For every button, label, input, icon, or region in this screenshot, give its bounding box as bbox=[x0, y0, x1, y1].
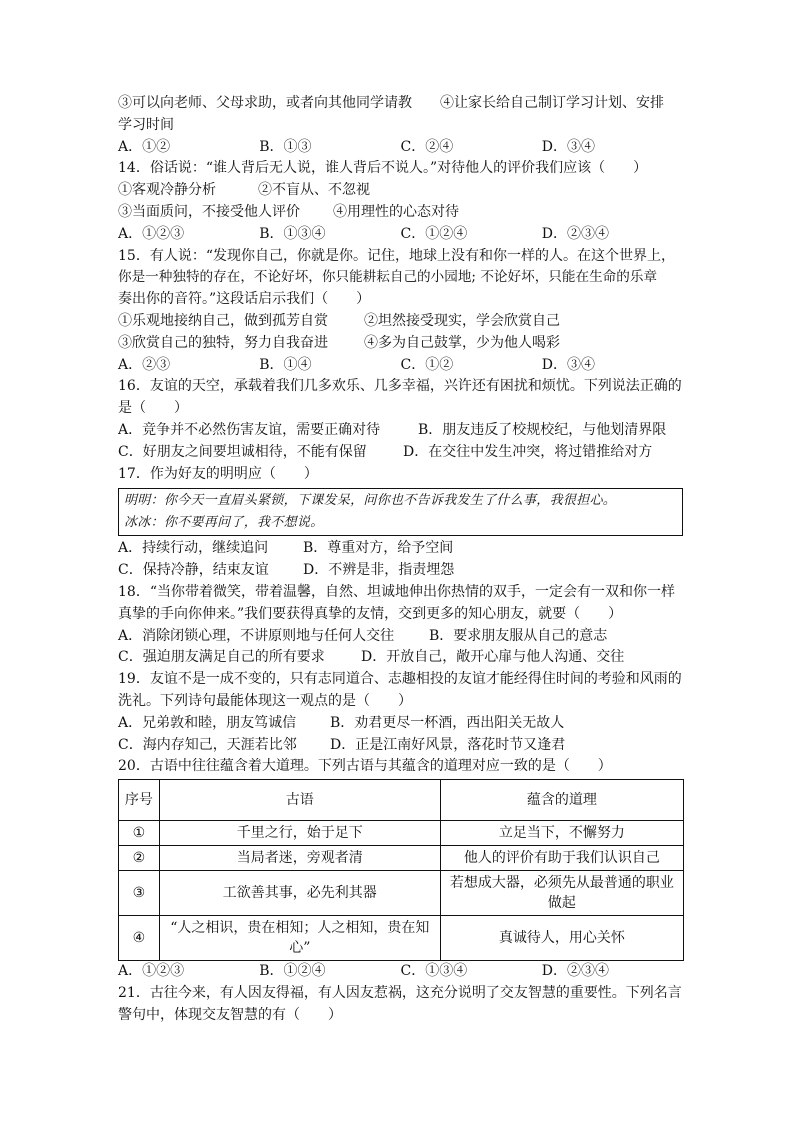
q17-choice-d: D．不辨是非，指责埋怨 bbox=[303, 562, 455, 579]
q19-choice-c: C．海内存知己，天涯若比邻 bbox=[118, 736, 297, 753]
q15-options-row1 bbox=[118, 311, 683, 333]
q17-stem: 17．作为好友的明明应（ ） bbox=[118, 465, 318, 482]
q16-choices-row1 bbox=[118, 420, 683, 442]
q19-choices-row1 bbox=[118, 713, 683, 735]
header-index: 序号 bbox=[119, 780, 160, 821]
q16-choice-a: A．竞争并不必然伤害友谊，需要正确对待 bbox=[118, 421, 381, 438]
q16-choice-d: D．在交往中发生冲突，将过错推给对方 bbox=[403, 443, 653, 460]
q19-choices-row2 bbox=[118, 735, 683, 757]
q14-options-row2 bbox=[118, 202, 683, 224]
table-row bbox=[119, 846, 684, 871]
q15-choice-d: D．③④ bbox=[541, 356, 595, 373]
table-row bbox=[119, 871, 684, 916]
row4-index: ④ bbox=[119, 916, 160, 961]
q18-choice-d: D．开放自己，敞开心扉与他人沟通、交往 bbox=[361, 649, 625, 666]
row3-meaning: 若想成大器，必须先从最普通的职业做起 bbox=[440, 871, 683, 916]
q14-option-3: ③当面质问，不接受他人评价 bbox=[118, 203, 300, 220]
q15-choice-a: A．②③ bbox=[118, 356, 171, 373]
header-saying: 古语 bbox=[159, 780, 440, 821]
q18-choice-a: A．消除闭锁心理，不讲原则地与任何人交往 bbox=[118, 627, 395, 644]
q18-stem-line1: 18．“当你带着微笑，带着温馨，自然、坦诚地伸出你热情的双手，一定会有一双和你一样 bbox=[118, 583, 675, 600]
q20-table bbox=[118, 779, 684, 961]
q13-choice-d: D．③④ bbox=[541, 138, 595, 155]
q17-dialog-line2: 冰冰：你不要再问了，我不想说。 bbox=[124, 515, 324, 531]
q14-choice-c: C．①②④ bbox=[400, 225, 468, 242]
q18-choice-b: B．要求朋友服从自己的意志 bbox=[429, 627, 608, 644]
table-row bbox=[119, 916, 684, 961]
q19-choice-a: A．兄弟敦和睦，朋友笃诚信 bbox=[118, 714, 297, 731]
q19-choice-b: B．劝君更尽一杯酒，西出阳关无故人 bbox=[330, 714, 565, 731]
q14-option-4: ④用理性的心态对待 bbox=[333, 203, 459, 220]
q15-choice-c: C．①② bbox=[400, 356, 454, 373]
q15-options-row2 bbox=[118, 333, 683, 355]
q14-option-1: ①客观冷静分析 bbox=[118, 182, 216, 199]
q17-choices-row1 bbox=[118, 538, 683, 560]
q16-stem-line2: 是（ ） bbox=[118, 400, 188, 417]
row3-index: ③ bbox=[119, 871, 160, 916]
q16-choice-b: B．朋友违反了校规校纪，与他划清界限 bbox=[418, 421, 667, 438]
q19-stem-line2: 洗礼。下列诗句最能体现这一观点的是（ ） bbox=[118, 692, 412, 709]
q17-choice-c: C．保持冷静，结束友谊 bbox=[118, 562, 269, 579]
q15-stem-line1: 15．有人说：“发现你自己，你就是你。记住，地球上没有和你一样的人。在这个世界上， bbox=[118, 247, 675, 264]
q13-choices bbox=[118, 137, 683, 159]
q17-dialog-box bbox=[118, 488, 683, 536]
q14-choice-d: D．②③④ bbox=[541, 225, 609, 242]
q20-choice-b: B．①②④ bbox=[259, 963, 326, 980]
q20-choice-a: A．①②③ bbox=[118, 963, 185, 980]
q21-stem-line2: 警句中，体现交友智慧的有（ ） bbox=[118, 1006, 342, 1023]
row1-index: ① bbox=[119, 821, 160, 846]
q20-choice-d: D．②③④ bbox=[541, 963, 609, 980]
q16-choice-c: C．好朋友之间要坦诚相待，不能有保留 bbox=[118, 443, 367, 460]
q20-choice-c: C．①③④ bbox=[400, 963, 468, 980]
row3-saying: 工欲善其事，必先利其器 bbox=[159, 871, 440, 916]
row2-index: ② bbox=[119, 846, 160, 871]
table-row bbox=[119, 821, 684, 846]
q19-choice-d: D．正是江南好风景，落花时节又逢君 bbox=[330, 736, 566, 753]
q14-option-2: ②不盲从、不忽视 bbox=[258, 182, 370, 199]
q14-choice-b: B．①③④ bbox=[259, 225, 326, 242]
q13-options-line2: 学习时间 bbox=[118, 116, 174, 133]
q18-choices-row2 bbox=[118, 647, 683, 669]
q15-option-1: ①乐观地接纳自己，做到孤芳自赏 bbox=[118, 312, 328, 329]
row4-saying: “人之相识，贵在相知；人之相知，贵在知心” bbox=[159, 916, 440, 961]
q15-option-2: ②坦然接受现实，学会欣赏自己 bbox=[364, 312, 560, 329]
q18-choice-c: C．强迫朋友满足自己的所有要求 bbox=[118, 649, 325, 666]
q16-choices-row2 bbox=[118, 442, 683, 464]
q20-choices bbox=[118, 961, 683, 983]
q20-stem: 20．古语中往往蕴含着大道理。下列古语与其蕴含的道理对应一致的是（ ） bbox=[118, 758, 612, 775]
q15-option-3: ③欣赏自己的独特，努力自我奋进 bbox=[118, 334, 328, 351]
q18-stem-line2: 真挚的手向你伸来。”我们要获得真挚的友情，交到更多的知心朋友，就要（ ） bbox=[118, 605, 623, 622]
q14-options-row1 bbox=[118, 180, 683, 202]
q15-choices bbox=[118, 355, 683, 377]
q14-choice-a: A．①②③ bbox=[118, 225, 185, 242]
q16-stem-line1: 16．友谊的天空，承载着我们几多欢乐、几多幸福，兴许还有困扰和烦忧。下列说法正确的 bbox=[118, 378, 682, 395]
q14-stem: 14．俗话说：“谁人背后无人说，谁人背后不说人。”对待他人的评价我们应该（ ） bbox=[118, 160, 648, 177]
header-meaning: 蕴含的道理 bbox=[440, 780, 683, 821]
q17-choices-row2 bbox=[118, 560, 683, 582]
q13-choice-b: B．①③ bbox=[259, 138, 312, 155]
question-list bbox=[118, 93, 683, 1027]
q17-choice-b: B．尊重对方，给予空间 bbox=[303, 540, 454, 557]
q15-stem-line3: 奏出你的音符。”这段话启示我们（ ） bbox=[118, 291, 371, 308]
row1-meaning: 立足当下，不懈努力 bbox=[440, 821, 683, 846]
q18-choices-row1 bbox=[118, 626, 683, 648]
q15-option-4: ④多为自己鼓掌，少为他人喝彩 bbox=[364, 334, 560, 351]
row2-meaning: 他人的评价有助于我们认识自己 bbox=[440, 846, 683, 871]
q13-options-line1: ③可以向老师、父母求助，或者向其他同学请教 ④让家长给自己制订学习计划、安排 bbox=[118, 95, 664, 111]
q13-choice-c: C．②④ bbox=[400, 138, 454, 155]
table-header-row bbox=[119, 780, 684, 821]
q15-stem-line2: 你是一种独特的存在，不论好坏，你只能耕耘自己的小园地; 不论好坏，只能在生命的乐章 bbox=[118, 269, 658, 286]
q13-choice-a: A．①② bbox=[118, 138, 171, 155]
q15-choice-b: B．①④ bbox=[259, 356, 312, 373]
q17-dialog-line1: 明明：你今天一直眉头紧锁，下课发呆，问你也不告诉我发生了什么事，我很担心。 bbox=[124, 493, 617, 509]
q21-stem-line1: 21．古往今来，有人因友得福，有人因友惹祸，这充分说明了交友智慧的重要性。下列名言 bbox=[118, 984, 682, 1001]
q17-choice-a: A．持续行动，继续追问 bbox=[118, 540, 269, 557]
q19-stem-line1: 19．友谊不是一成不变的，只有志同道合、志趣相投的友谊才能经得住时间的考验和风雨的 bbox=[118, 671, 682, 688]
row2-saying: 当局者迷，旁观者清 bbox=[159, 846, 440, 871]
row4-meaning: 真诚待人，用心关怀 bbox=[440, 916, 683, 961]
q14-choices bbox=[118, 224, 683, 246]
row1-saying: 千里之行，始于足下 bbox=[159, 821, 440, 846]
